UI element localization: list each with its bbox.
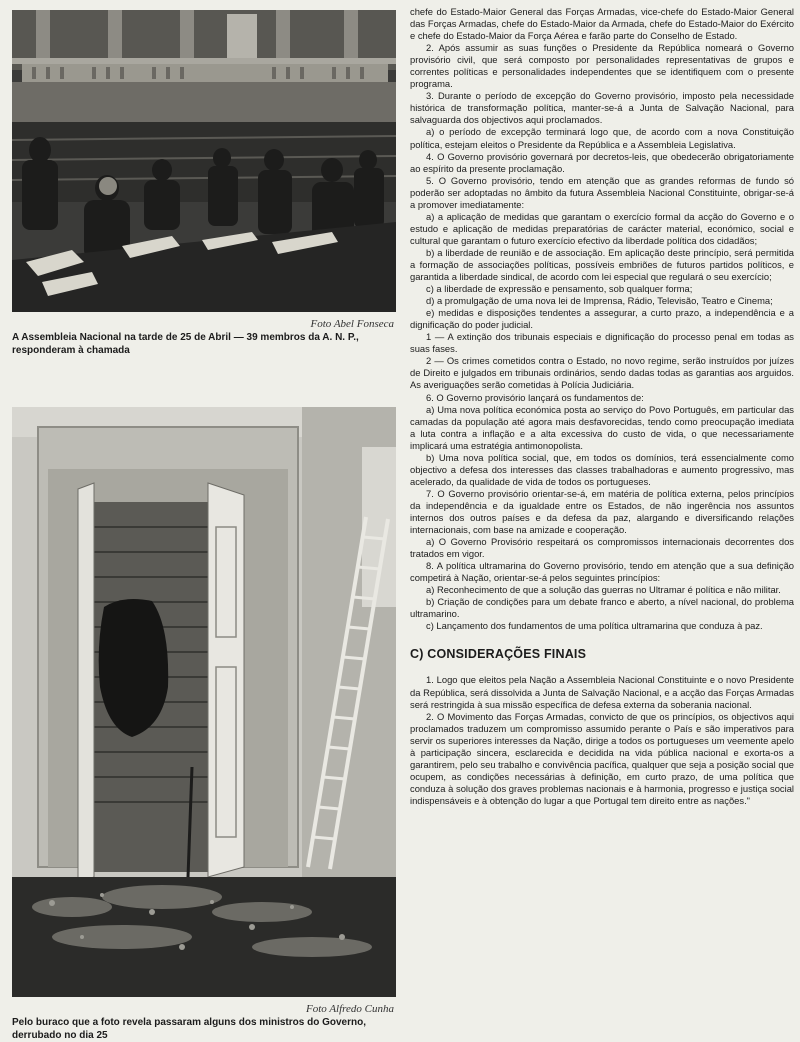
body-paragraph: chefe do Estado-Maior General das Forças Armadas, vice-chefe do Estado-Maior General das Forças Armadas, chefe do Estado-Maior da Armada, chefe do Estado-Maior do Exército e chefe do Estado-Maior da Força Aérea e farão parte do Conselho de Estado. bbox=[410, 6, 794, 42]
body-paragraph: 6. O Governo provisório lançará os fundamentos de: bbox=[426, 391, 644, 403]
hole-in-wall-photo-image bbox=[12, 407, 396, 997]
photo2-credit: Foto Alfredo Cunha bbox=[306, 1003, 394, 1015]
body-paragraph: e) medidas e disposições tendentes a assegurar, a curto prazo, a independência e a dignificação do poder judicial. bbox=[410, 307, 794, 331]
body-paragraph: 7. O Governo provisório orientar-se-á, em matéria de política externa, pelos princípios da independência e da igualdade entre os Estados, de não ingerência nos assuntos internos dos outros países e da defesa da paz, alargando e diversificando relações internacionais, com base na amizade e cooperação. bbox=[410, 487, 794, 536]
body-paragraph: a) Reconhecimento de que a solução das guerras no Ultramar é política e não militar. bbox=[426, 584, 781, 596]
body-paragraph: b) a liberdade de reunião e de associação. Em aplicação deste princípio, será permitida a formação de associações políticas, possíveis embriões de futuros partidos políticos, e garantida a liberdade sindical, de acordo com lei especial que regulará o seu exercício; bbox=[410, 246, 794, 283]
body-paragraph: 5. O Governo provisório, tendo em atenção que as grandes reformas de fundo só poderão ser adoptadas no âmbito da futura Assembleia Nacional Constituinte, obrigar-se-á a promover imediatamente: bbox=[410, 174, 794, 210]
section-heading: C) CONSIDERAÇÕES FINAIS bbox=[410, 647, 587, 662]
body-paragraph: 1 — A extinção dos tribunais especiais e dignificação do processo penal em todas as suas fases. bbox=[410, 331, 794, 355]
body-paragraph: 2 — Os crimes cometidos contra o Estado, no novo regime, serão instruídos por juízes de Direito e julgados em tribunais ordinários, sendo dadas todas as garantias aos arguidos. As averiguações serão cometidas à Polícia Judiciária. bbox=[410, 355, 794, 391]
body-paragraph: a) O Governo Provisório respeitará os compromissos internacionais decorrentes dos tratados em vigor. bbox=[410, 536, 794, 560]
body-paragraph: c) Lançamento dos fundamentos de uma política ultramarina que conduza à paz. bbox=[426, 620, 763, 632]
final-paragraph: 1. Logo que eleitos pela Nação a Assembleia Nacional Constituinte e o novo Presidente da República, será dissolvida a Junta de Salvação Nacional, e a acção das Forças Armadas será restringida à sua missão específica de defesa externa da soberania nacional. bbox=[410, 674, 794, 710]
body-paragraph: a) o período de excepção terminará logo que, de acordo com a nova Constituição política, estejam eleitos o Presidente da República e a Assembleia Legislativa. bbox=[410, 126, 794, 150]
body-paragraph: d) a promulgação de uma nova lei de Imprensa, Rádio, Televisão, Teatro e Cinema; bbox=[426, 295, 773, 307]
photo1-credit: Foto Abel Fonseca bbox=[310, 318, 394, 330]
final-considerations-body bbox=[410, 674, 794, 807]
body-paragraph: 8. A política ultramarina do Governo provisório, tendo em atenção que a sua definição competirá à Nação, orientar-se-á pelos seguintes princípios: bbox=[410, 560, 794, 584]
assembly-photo-image bbox=[12, 10, 396, 312]
body-paragraph: c) a liberdade de expressão e pensamento, sob qualquer forma; bbox=[426, 283, 693, 295]
proclamation-body bbox=[410, 6, 794, 632]
body-paragraph: 4. O Governo provisório governará por decretos-leis, que obedecerão obrigatoriamente ao espírito da presente proclamação. bbox=[410, 150, 794, 174]
left-column bbox=[12, 10, 396, 1042]
body-paragraph: a) a aplicação de medidas que garantam o exercício formal da acção do Governo e o estudo e aplicação de medidas preparatórias de carácter material, económico, social e cultural que garantam o futuro exercício efectivo da liberdade política dos cidadãos; bbox=[410, 210, 794, 246]
hole-in-wall-photo bbox=[12, 407, 396, 997]
assembly-photo bbox=[12, 10, 396, 312]
body-paragraph: a) Uma nova política económica posta ao serviço do Povo Português, em particular das camadas da população até agora mais desfavorecidas, tendo como preocupação imediata a luta contra a inflação e a alta excessiva do custo de vida, o que necessariamente implicará uma estratégia antimonopolista. bbox=[410, 403, 794, 451]
photo1-caption: A Assembleia Nacional na tarde de 25 de Abril — 39 membros da A. N. P., responderam à chamada bbox=[12, 332, 359, 356]
right-column bbox=[410, 6, 794, 807]
final-paragraph: 2. O Movimento das Forças Armadas, convicto de que os princípios, os objectivos aqui proclamados traduzem um compromisso assumido perante o País e são imperativos para servir os superiores interesses da Nação, dirige a todos os portugueses um veemente apelo à participação sincera, esclarecida e decidida na vida pública nacional e exorta-os a garantirem, pelo seu trabalho e convivência pacífica, qualquer que seja a posição social que ocupem, as condições necessárias à definição, em curto prazo, de uma política que conduza à solução dos graves problemas nacionais e à harmonia, progresso e justiça social indispensáveis e à obtenção do lugar a que Portugal tem direito entre as nações." bbox=[410, 710, 794, 806]
body-paragraph: 2. Após assumir as suas funções o Presidente da República nomeará o Governo provisório civil, que será composto por personalidades representativas de grupos e correntes políticas e personalidades independentes que se identifiquem com o presente programa. bbox=[410, 42, 794, 90]
body-paragraph: 3. Durante o período de excepção do Governo provisório, imposto pela necessidade histórica de transformação política, manter-se-á a Junta de Salvação Nacional, para salvaguarda dos objectivos aqui proclamados. bbox=[410, 90, 794, 126]
photo2-caption: Pelo buraco que a foto revela passaram alguns dos ministros do Governo, derrubado no dia 25 bbox=[12, 1017, 366, 1041]
body-paragraph: b) Criação de condições para um debate franco e aberto, a nível nacional, do problema ultramarino. bbox=[410, 596, 794, 620]
body-paragraph: b) Uma nova política social, que, em todos os domínios, terá essencialmente como objectivo a defesa dos interesses das classes trabalhadoras e aumento progressivo, mas acelerado, da qualidade de vida de todos os portugueses. bbox=[410, 451, 794, 487]
